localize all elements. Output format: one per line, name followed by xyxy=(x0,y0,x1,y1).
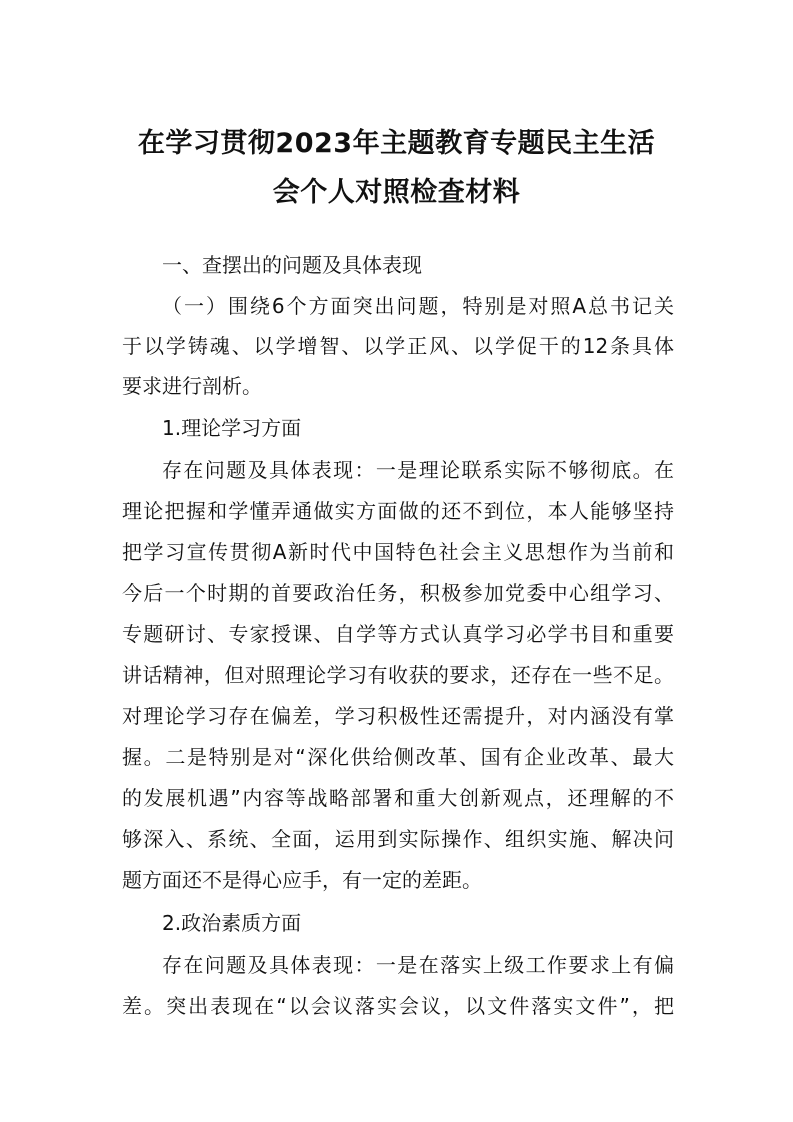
item1-line-2: 理论把握和学懂弄通做实方面做的还不到位，本人能够坚持 xyxy=(122,499,674,523)
item1-line-11: 题方面还不是得心应手，有一定的差距。 xyxy=(122,868,482,892)
item2-line-1: 存在问题及具体表现：一是在落实上级工作要求上有偏 xyxy=(162,953,674,977)
item1-line-10: 够深入、系统、全面，运用到实际操作、组织实施、解决问 xyxy=(122,827,674,851)
item2-line-2: 差。突出表现在“以会议落实会议，以文件落实文件”，把 xyxy=(122,994,674,1018)
section-heading: 一、查摆出的问题及具体表现 xyxy=(162,253,422,277)
item2-heading: 2.政治素质方面 xyxy=(162,911,302,935)
document-title-line-1: 在学习贯彻2023年主题教育专题民主生活 xyxy=(137,128,656,159)
subsection-line-2: 于以学铸魂、以学增智、以学正风、以学促干的12条具体 xyxy=(122,334,674,358)
item1-heading: 1.理论学习方面 xyxy=(162,416,302,440)
subsection-line-3: 要求进行剖析。 xyxy=(122,374,262,398)
item1-line-1: 存在问题及具体表现：一是理论联系实际不够彻底。在 xyxy=(162,458,674,482)
item1-line-6: 讲话精神，但对照理论学习有收获的要求，还存在一些不足。 xyxy=(122,663,674,687)
item1-line-5: 专题研讨、专家授课、自学等方式认真学习必学书目和重要 xyxy=(122,622,674,646)
item1-line-8: 握。二是特别是对“深化供给侧改革、国有企业改革、最大 xyxy=(122,745,674,769)
item1-line-9: 的发展机遇”内容等战略部署和重大创新观点，还理解的不 xyxy=(122,786,674,810)
item1-line-7: 对理论学习存在偏差，学习积极性还需提升，对内涵没有掌 xyxy=(122,704,674,728)
item1-line-3: 把学习宣传贯彻A新时代中国特色社会主义思想作为当前和 xyxy=(122,540,674,564)
document-title-line-2: 会个人对照检查材料 xyxy=(272,177,521,208)
subsection-line-1: （一）围绕6个方面突出问题，特别是对照A总书记关 xyxy=(162,294,674,318)
item1-line-4: 今后一个时期的首要政治任务，积极参加党委中心组学习、 xyxy=(122,581,674,605)
